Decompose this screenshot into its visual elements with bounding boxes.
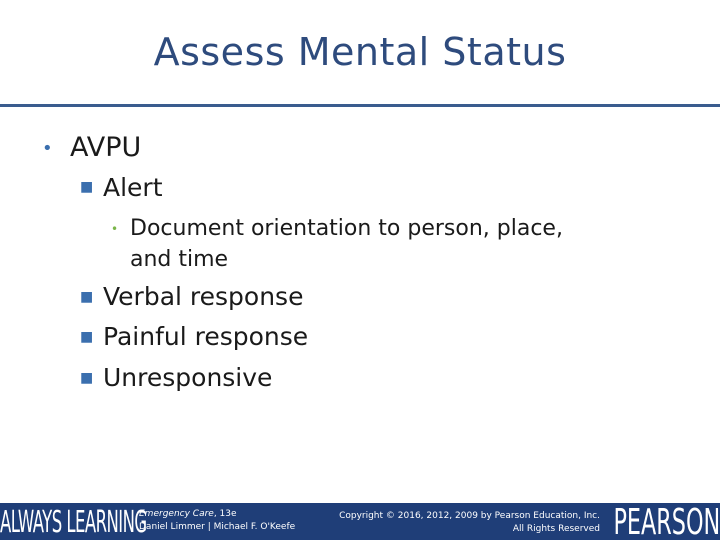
bullet-painful: Painful response (103, 322, 309, 351)
bullet-avpu: AVPU (70, 132, 142, 163)
bullet-square: ■ (80, 289, 94, 305)
bullet-alert: Alert (103, 173, 163, 202)
book-title: Emergency Care (139, 509, 214, 519)
book-credit (139, 508, 295, 534)
book-title-line (139, 508, 295, 521)
book-authors: Daniel Limmer | Michael F. O'Keefe (139, 522, 296, 532)
bullet-alert-detail-line2: and time (130, 247, 229, 272)
rights-line: All Rights Reserved (512, 524, 600, 534)
slide-title: Assess Mental Status (153, 30, 567, 74)
book-edition: , 13e (213, 509, 237, 519)
copyright-notice (330, 510, 600, 536)
bullet-square: ■ (80, 329, 94, 345)
bullet-verbal: Verbal response (103, 282, 304, 311)
footer-bar (0, 503, 720, 540)
pearson-logo: PEARSON (613, 503, 720, 540)
bullet-dot: • (42, 138, 53, 159)
bullet-square: ■ (80, 179, 94, 195)
bullet-square: ■ (80, 370, 94, 386)
bullet-alert-detail-line1: Document orientation to person, place, (130, 216, 563, 241)
bullet-unresponsive: Unresponsive (103, 363, 273, 392)
copyright-line: Copyright © 2016, 2012, 2009 by Pearson Education, Inc. (339, 511, 600, 521)
always-learning-logo: ALWAYS LEARNING (0, 505, 147, 540)
bullet-dot-small: • (111, 222, 119, 236)
